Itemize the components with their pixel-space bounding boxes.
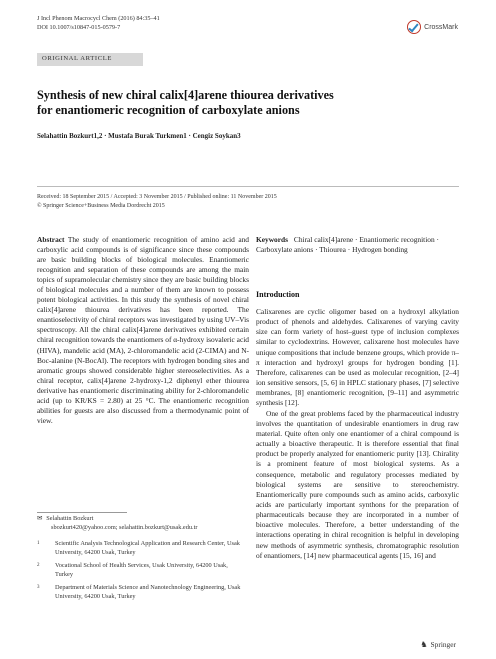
crossmark-label: CrossMark (424, 23, 458, 31)
abstract (37, 235, 249, 426)
affiliation (37, 562, 242, 579)
keywords (256, 235, 459, 254)
crossmark-icon (407, 20, 421, 34)
title-line-2: for enantiomeric recognition of carboxylate anions (37, 103, 300, 117)
abstract-label: Abstract (37, 235, 65, 244)
affiliation (37, 540, 242, 557)
doi: DOI 10.1007/s10847-015-0579-7 (37, 24, 121, 31)
corresponding-author: Selahattin Bozkurt (46, 515, 94, 522)
article-type-label: ORIGINAL ARTICLE (42, 55, 112, 62)
dates-line: Received: 18 September 2015 / Accepted: 3 November 2015 / Published online: 11 November 2015 (37, 194, 277, 200)
introduction-body (256, 307, 459, 561)
affiliation-number: 3 (37, 585, 40, 590)
footnote-divider (37, 512, 127, 513)
journal-citation: J Incl Phenom Macrocycl Chem (2016) 84:35–41 (37, 15, 160, 22)
springer-horse-icon: ♞ (420, 640, 428, 649)
envelope-icon: ✉ (37, 515, 43, 522)
keywords-text: Chiral calix[4]arene · Enantiomeric recognition · Carboxylate anions · Thiourea · Hydrogen bonding (256, 235, 439, 254)
affiliation-text: Department of Materials Science and Nanotechnology Engineering, Usak University, 64200 Usak, Turkey (55, 584, 241, 600)
publisher-name: Springer (430, 640, 456, 649)
affiliation-text: Vocational School of Health Services, Usak University, 64200 Usak, Turkey (55, 562, 228, 578)
divider (37, 186, 459, 187)
author-list: Selahattin Bozkurt1,2 · Mustafa Burak Turkmen1 · Cengiz Soykan3 (37, 132, 241, 140)
affiliation-text: Scientific Analysis Technological Application and Research Center, Usak University, 64200 Usak, Turkey (55, 540, 240, 556)
article-title (37, 88, 457, 118)
affiliation-number: 1 (37, 541, 40, 546)
journal-header (37, 14, 160, 32)
introduction-heading: Introduction (256, 290, 300, 299)
intro-paragraph-2: One of the great problems faced by the pharmaceutical industry involves the quantitation of undesirable enantiomers in drug raw material. Quite often only one enantiomer of a chiral compound is actually a bioactive therapeutic. It is therefore essential that final product be properly analyzed for enantiomeric purity [13]. Chirality is a prominent feature of most biological systems. As a consequence, metabolic and regulatory processes mediated by biological systems are sensitive to stereochemistry. Enantiomerically pure compounds such as amino acids, carboxylic acids are particularly important synthons for the preparation of pharmaceuticals because they are incorporated in a number of bioactive molecules. Therefore, a better understanding of the interactions operating in chiral recognition is helpful in developing new methods of asymmetric synthesis, chromatographic resolution of enantiomers, [14] new pharmaceutical agents [15, 16] and (256, 408, 459, 560)
author-email[interactable]: sbozkurt420@yahoo.com; selahattin.bozkurt@usak.edu.tr (51, 523, 198, 531)
copyright-line: © Springer Science+Business Media Dordrecht 2015 (37, 202, 165, 209)
article-type-banner (37, 53, 143, 66)
crossmark-badge[interactable] (407, 20, 458, 34)
keywords-label: Keywords (256, 235, 289, 244)
affiliation-number: 2 (37, 563, 40, 568)
correspondence (37, 515, 197, 532)
abstract-text: The study of enantiomeric recognition of amino acid and carboxylic acid compounds is of significance since these compounds are basic building blocks of biological molecules. Enantiomeric recognition and separation of these compounds are among the main topics of supramolecular chemistry since they are basic building blocks of biological molecules and a number of them are known to possess potent biological activities. In this study the synthesis of novel chiral calix[4]arene thiourea derivatives has been reported. The enantioselectivity of chiral receptors was investigated by using UV–Vis spectroscopy. All the chiral calix[4]arene derivatives exhibited certain chiral recognition towards the enantiomers of α-hydroxy isovaleric acid (HIVA), mandelic acid (MA), 2-chloromandelic acid (2-CIMA) and N-Boc-alanine (N-BocAl). The receptors with hydrogen bonding sites and aromatic groups showed considerable higher stereoselectivities. As a chiral receptor, calix[4]arene 2-hydroxy-1,2 diphenyl ether thiourea derivative has enantiomeric discriminating ability for 2-chloromandelic acid (up to KR/KS = 2.80) at 25 °C. The enantiomeric recognition abilities for guests are also discussed from a thermodynamic point of view. (37, 235, 249, 425)
title-line-1: Synthesis of new chiral calix[4]arene thiourea derivatives (37, 88, 334, 102)
affiliation (37, 584, 242, 601)
publisher-logo (420, 640, 456, 649)
intro-paragraph-1: Calixarenes are cyclic oligomer based on a hydroxyl alkylation product of phenols and aldehydes. Calixarenes of varying cavity size can form variety of host–guest type of inclusion complexes similar to cyclodextrins. However, calixarene host molecules have unique compositions that include benzene groups, which provide π–π interaction and hydroxyl groups for hydrogen bonding [1]. Therefore, calixarenes can be used as molecular recognition, [2–4] ion sensitive sensors, [5, 6] in HPLC stationary phases, [7] selective membranes, [8] enantiomeric recognition, [9–11] and asymmetric synthesis [12]. (256, 307, 459, 408)
publication-dates (37, 193, 277, 210)
